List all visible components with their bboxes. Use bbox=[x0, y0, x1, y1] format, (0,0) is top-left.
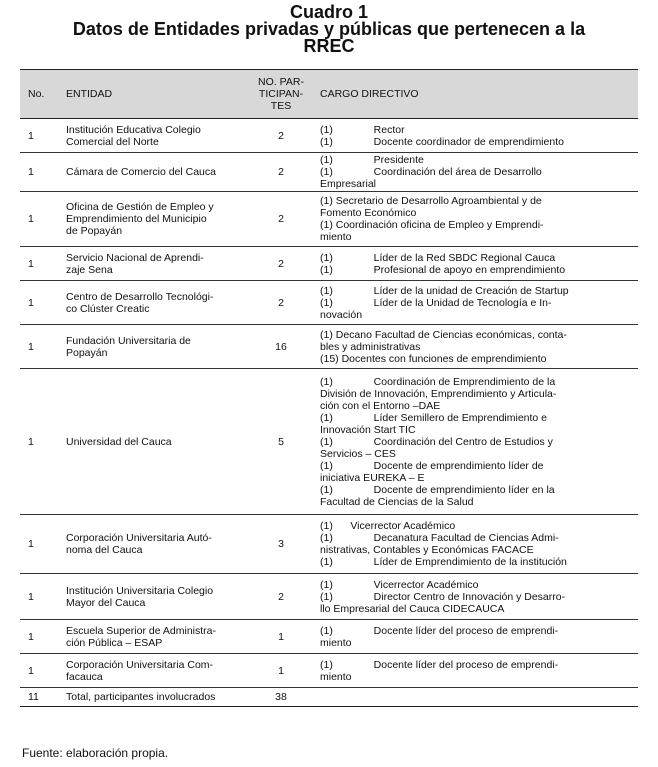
cargo-line: iniciativa EUREKA – E bbox=[320, 471, 425, 484]
cargo-line: (1) Coordinación oficina de Empleo y Emprendi- bbox=[320, 219, 544, 231]
cargo-line: (15) Docentes con funciones de emprendimiento bbox=[320, 352, 547, 365]
cell-no: 1 bbox=[20, 281, 62, 325]
table-row bbox=[20, 369, 638, 515]
cell-cargo bbox=[310, 515, 638, 574]
cargo-line: (1) Líder de la Unidad de Tecnología e In- bbox=[320, 296, 552, 309]
table-caption bbox=[0, 4, 658, 55]
cell-entidad bbox=[62, 192, 252, 247]
cargo-line: División de Innovación, Emprendimiento y Articula- bbox=[320, 387, 557, 400]
cargo-line: (1) Coordinación del Centro de Estudios y bbox=[320, 435, 553, 448]
cell-cargo bbox=[310, 247, 638, 281]
total-row bbox=[20, 688, 638, 707]
cell-cargo bbox=[310, 153, 638, 192]
cell-entidad bbox=[62, 654, 252, 688]
cargo-line: (1) Docente líder del proceso de emprendi- bbox=[320, 624, 559, 637]
header-entidad: ENTIDAD bbox=[62, 70, 252, 119]
cell-no: 1 bbox=[20, 119, 62, 153]
entities-table bbox=[20, 69, 638, 707]
total-participantes: 38 bbox=[252, 688, 310, 707]
entidad-line: Fundación Universitaria de bbox=[66, 334, 191, 347]
cargo-line: miento bbox=[320, 670, 352, 683]
cell-entidad bbox=[62, 325, 252, 369]
total-label: Total, participantes involucrados bbox=[62, 688, 252, 707]
entidad-line: Escuela Superior de Administra- bbox=[66, 624, 216, 637]
cell-cargo bbox=[310, 281, 638, 325]
cell-participantes: 2 bbox=[252, 281, 310, 325]
header-cargo: CARGO DIRECTIVO bbox=[310, 70, 638, 119]
entidad-line: Popayán bbox=[66, 346, 108, 359]
table-row bbox=[20, 192, 638, 247]
cell-entidad bbox=[62, 574, 252, 620]
cell-participantes: 16 bbox=[252, 325, 310, 369]
cell-participantes: 2 bbox=[252, 119, 310, 153]
cell-no: 1 bbox=[20, 574, 62, 620]
cargo-line: Fomento Económico bbox=[320, 207, 417, 219]
cargo-line: bles y administrativas bbox=[320, 340, 421, 353]
cargo-line: (1) Secretario de Desarrollo Agroambiental y de bbox=[320, 195, 542, 207]
table-row bbox=[20, 654, 638, 688]
cargo-line: (1) Presidente bbox=[320, 154, 424, 166]
cell-no: 1 bbox=[20, 515, 62, 574]
entidad-line: Institución Educativa Colegio bbox=[66, 123, 201, 136]
table-body bbox=[20, 119, 638, 688]
entidad-line: zaje Sena bbox=[66, 263, 113, 276]
cell-no: 1 bbox=[20, 654, 62, 688]
cell-cargo bbox=[310, 325, 638, 369]
cell-participantes: 2 bbox=[252, 153, 310, 192]
cargo-line: (1) Líder de la Red SBDC Regional Cauca bbox=[320, 251, 556, 264]
cell-no: 1 bbox=[20, 153, 62, 192]
cargo-line: (1) Líder de la unidad de Creación de Startup bbox=[320, 284, 569, 297]
cell-cargo bbox=[310, 369, 638, 515]
cargo-line: (1) Líder Semillero de Emprendimiento e bbox=[320, 411, 548, 424]
cargo-line: Facultad de Ciencias de la Salud bbox=[320, 495, 474, 508]
table-row bbox=[20, 574, 638, 620]
cell-entidad bbox=[62, 119, 252, 153]
entidad-line: Universidad del Cauca bbox=[66, 435, 172, 448]
cell-no: 1 bbox=[20, 325, 62, 369]
cell-participantes: 1 bbox=[252, 620, 310, 654]
entidad-line: noma del Cauca bbox=[66, 544, 143, 556]
cell-cargo bbox=[310, 654, 638, 688]
caption-title-line-1: Datos de Entidades privadas y públicas que pertenecen a la bbox=[72, 19, 586, 39]
entidad-line: Servicio Nacional de Aprendi- bbox=[66, 251, 204, 264]
table-row bbox=[20, 119, 638, 153]
cell-entidad bbox=[62, 281, 252, 325]
cell-participantes: 2 bbox=[252, 192, 310, 247]
cargo-line: (1) Coordinación de Emprendimiento de la bbox=[320, 375, 556, 388]
cell-participantes: 3 bbox=[252, 515, 310, 574]
cargo-line: ción con el Entorno –DAE bbox=[320, 399, 441, 412]
cargo-line: (1) Decanatura Facultad de Ciencias Admi- bbox=[320, 532, 559, 544]
cell-cargo bbox=[310, 119, 638, 153]
cell-entidad bbox=[62, 369, 252, 515]
entidad-line: Emprendimiento del Municipio bbox=[66, 213, 207, 225]
cargo-line: llo Empresarial del Cauca CIDECAUCA bbox=[320, 602, 505, 615]
cell-entidad bbox=[62, 153, 252, 192]
table-row bbox=[20, 325, 638, 369]
entidad-line: Oficina de Gestión de Empleo y bbox=[66, 201, 214, 213]
entidad-line: co Clúster Creatic bbox=[66, 302, 150, 315]
cell-cargo bbox=[310, 620, 638, 654]
entidad-line: Institución Universitaria Colegio bbox=[66, 584, 214, 597]
table-row bbox=[20, 515, 638, 574]
cargo-line: (1) Vicerrector Académico bbox=[320, 520, 456, 532]
table-row bbox=[20, 247, 638, 281]
cell-no: 1 bbox=[20, 369, 62, 515]
cargo-line: Empresarial bbox=[320, 178, 377, 190]
header-participantes: NO. PAR- TICIPAN- TES bbox=[252, 70, 310, 119]
cell-entidad bbox=[62, 247, 252, 281]
entidad-line: Cámara de Comercio del Cauca bbox=[66, 166, 216, 178]
cell-no: 1 bbox=[20, 247, 62, 281]
cargo-line: (1) Docente coordinador de emprendimiento bbox=[320, 135, 564, 148]
cargo-line: (1) Rector bbox=[320, 123, 405, 136]
cargo-line: (1) Director Centro de Innovación y Desarro- bbox=[320, 590, 566, 603]
cargo-line: nistrativas, Contables y Económicas FACACE bbox=[320, 544, 534, 556]
caption-title-line-2: RREC bbox=[303, 36, 355, 56]
source-note: Fuente: elaboración propia. bbox=[22, 746, 169, 760]
entidad-line: facauca bbox=[66, 670, 103, 683]
table-row bbox=[20, 620, 638, 654]
cell-participantes: 2 bbox=[252, 247, 310, 281]
caption-number: Cuadro 1 bbox=[289, 2, 368, 22]
cargo-line: (1) Profesional de apoyo en emprendimiento bbox=[320, 263, 566, 276]
cargo-line: miento bbox=[320, 636, 352, 649]
cargo-line: (1) Coordinación del área de Desarrollo bbox=[320, 166, 542, 178]
cargo-line: Servicios – CES bbox=[320, 447, 396, 460]
cell-entidad bbox=[62, 515, 252, 574]
entidad-line: de Popayán bbox=[66, 225, 123, 237]
cargo-line: (1) Líder de Emprendimiento de la institución bbox=[320, 556, 567, 568]
table-header-row bbox=[20, 70, 638, 119]
cell-entidad bbox=[62, 620, 252, 654]
cargo-line: (1) Docente líder del proceso de emprendi- bbox=[320, 658, 559, 671]
header-no: No. bbox=[20, 70, 62, 119]
cargo-line: (1) Docente de emprendimiento líder de bbox=[320, 459, 544, 472]
cargo-line: novación bbox=[320, 308, 363, 321]
entidad-line: ción Pública – ESAP bbox=[66, 636, 163, 649]
cell-cargo bbox=[310, 192, 638, 247]
cell-participantes: 1 bbox=[252, 654, 310, 688]
entidad-line: Corporación Universitaria Autó- bbox=[66, 532, 212, 544]
cell-participantes: 2 bbox=[252, 574, 310, 620]
table-row bbox=[20, 281, 638, 325]
entidad-line: Corporación Universitaria Com- bbox=[66, 658, 214, 671]
cell-no: 1 bbox=[20, 192, 62, 247]
entidad-line: Mayor del Cauca bbox=[66, 596, 146, 609]
cargo-line: (1) Vicerrector Académico bbox=[320, 578, 479, 591]
cell-no: 1 bbox=[20, 620, 62, 654]
cargo-line: (1) Decano Facultad de Ciencias económicas, conta- bbox=[320, 328, 567, 341]
cell-participantes: 5 bbox=[252, 369, 310, 515]
total-cargo bbox=[310, 688, 638, 707]
cargo-line: miento bbox=[320, 231, 352, 243]
cargo-line: (1) Docente de emprendimiento líder en la bbox=[320, 483, 555, 496]
table-row bbox=[20, 153, 638, 192]
cell-cargo bbox=[310, 574, 638, 620]
entidad-line: Comercial del Norte bbox=[66, 135, 159, 148]
total-no: 11 bbox=[20, 688, 62, 707]
entidad-line: Centro de Desarrollo Tecnológi- bbox=[66, 290, 214, 303]
cargo-line: Innovación Start TIC bbox=[320, 423, 416, 436]
